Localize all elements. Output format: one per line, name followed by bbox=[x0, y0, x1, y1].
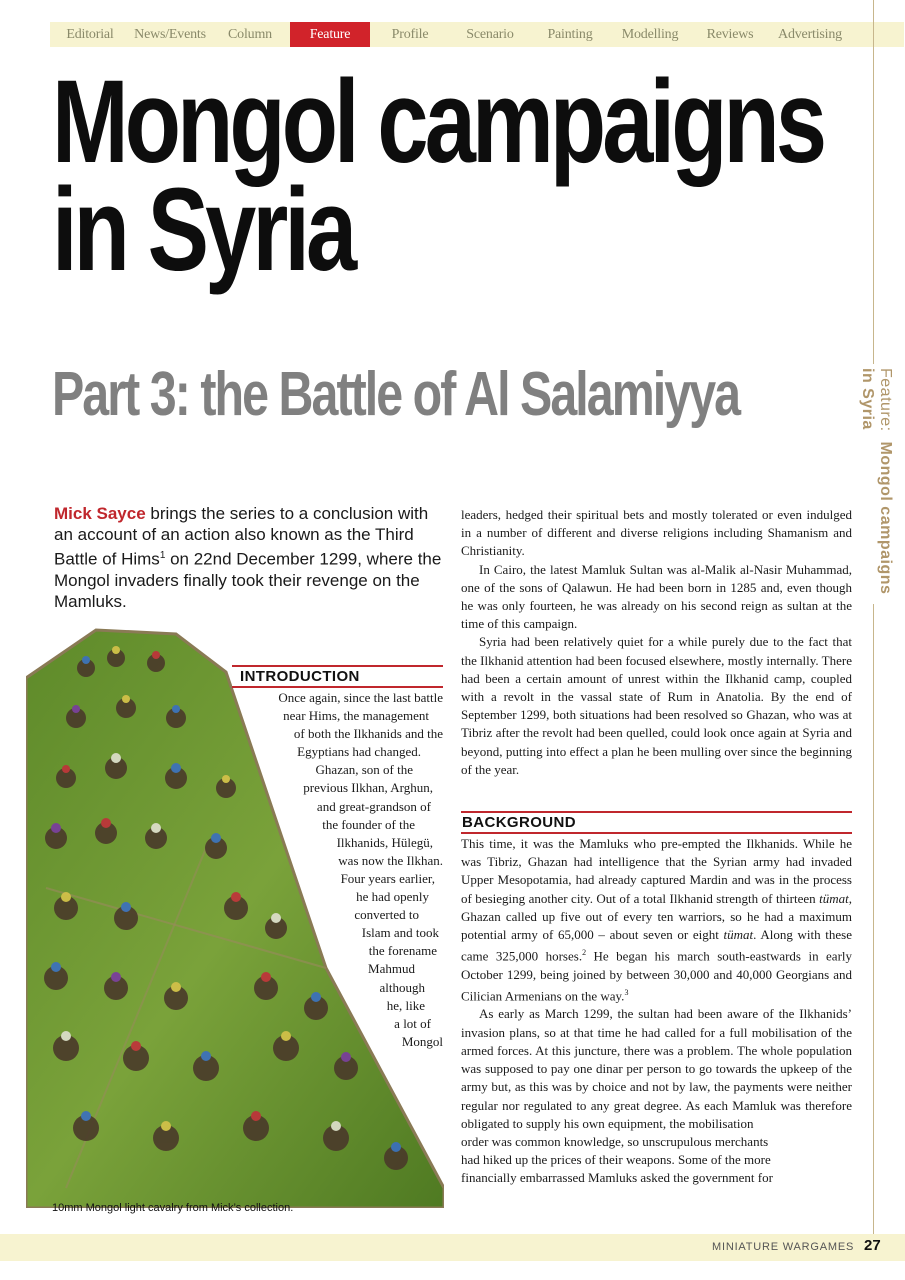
intro-line: Mongol bbox=[401, 1033, 443, 1049]
right-margin-rule bbox=[873, 0, 874, 1235]
intro-line: he had openly bbox=[356, 889, 429, 905]
paragraph: In Cairo, the latest Mamluk Sultan was al-Malik al-Nasir Muhammad, one of the sons of Qalawun. He had been born in 1285 and, even though he was only fourteen, he was already on his second reign as sultan at the time of this campaign. bbox=[461, 561, 852, 632]
introduction-text bbox=[232, 689, 443, 1051]
intro-line: Four years earlier, bbox=[340, 870, 435, 886]
intro-line: although bbox=[379, 979, 425, 995]
photo-caption: 10mm Mongol light cavalry from Mick’s collection. bbox=[52, 1202, 294, 1214]
intro-line: the forename bbox=[368, 943, 437, 959]
background-heading: BACKGROUND bbox=[461, 811, 852, 834]
intro-line: of both the Ilkhanids and the bbox=[293, 726, 443, 742]
nav-item-editorial[interactable]: Editorial bbox=[66, 27, 114, 42]
footnote-ref-3: 3 bbox=[624, 987, 629, 997]
standfirst-text-b: on 22nd December 1299, where the Mongol invaders finally took their revenge on the Mamluks. bbox=[54, 549, 442, 611]
magazine-name: MINIATURE WARGAMES bbox=[712, 1241, 855, 1253]
section-nav bbox=[50, 22, 904, 47]
paragraph: As early as March 1299, the sultan had been aware of the Ilkhanids’ invasion plans, so at that time he had called for a full mobilisation of the armed forces. At this juncture, there was a problem. The whole population was supposed to pay one dinar per person to go towards the upkeep of the army but, as this was by choice and not by law, the payments were neither regular nor regulated to any great degree. As each Mamluk was therefore obligated to supply his own equipment, the mobilisation bbox=[461, 1006, 852, 1131]
paragraph: This time, it was the Mamluks who pre-empted the Ilkhanids. While he was Tibriz, Ghazan had intelligence that the Syrian army had invaded Upper Mesopotamia, had already captured Mardin and was in the process of besieging another city. Out of a total Ilkhanid strength of thirteen tümat, Ghazan called up five out of every ten warriors, so he had a maximum potential army of 65,000 – about seven or eight tümat. Along with these came 325,000 horses.$^2$ He began his march south-eastwards in early October 1299, being joined by between 30,000 and 40,000 Georgians and Cilician Armenians on the way.$^3$ bbox=[461, 836, 853, 1004]
nav-item-feature[interactable]: Feature bbox=[290, 22, 370, 47]
footnote-ref-1: 1 bbox=[159, 550, 166, 561]
nav-item-advertising[interactable]: Advertising bbox=[778, 27, 842, 42]
intro-line: a lot of bbox=[394, 1015, 431, 1031]
intro-line: Islam and took bbox=[361, 925, 439, 941]
side-label: Feature: bbox=[877, 368, 894, 432]
intro-line: and great-grandson of bbox=[316, 798, 431, 814]
nav-item-news-events[interactable]: News/Events bbox=[134, 27, 206, 42]
nav-item-reviews[interactable]: Reviews bbox=[706, 27, 754, 42]
nav-item-scenario[interactable]: Scenario bbox=[466, 27, 514, 42]
intro-line: Once again, since the last battle bbox=[278, 690, 443, 705]
background-text bbox=[461, 835, 852, 1188]
paragraph: Syria had been relatively quiet for a while purely due to the fact that the Ilkhanid attention had been focused elsewhere, mostly internally. There had been a certain amount of unrest within the Ilkhanid camp, coupled with a revolt in the vassal state of Rum in Anatolia. By the end of September 1299, both situations had been resolved so Ghazan, who was at Tibriz after the revolt had been quelled, could look once again at Syria and beyond, putting into effect a plan he been mulling over since the beginning of the year. bbox=[461, 634, 852, 777]
intro-line: near Hims, the management bbox=[283, 708, 429, 724]
author-name: Mick Sayce bbox=[54, 504, 146, 523]
page-title bbox=[52, 56, 824, 296]
nav-item-modelling[interactable]: Modelling bbox=[621, 27, 679, 42]
side-running-head bbox=[859, 364, 894, 604]
introduction-heading: INTRODUCTION bbox=[232, 665, 443, 688]
title-line-1: Mongol campaigns bbox=[52, 56, 824, 188]
text-line: order was common knowledge, so unscrupulous merchants bbox=[461, 1133, 769, 1149]
intro-line: converted to bbox=[354, 907, 419, 923]
intro-line: Ilkhanids, Hülegü, bbox=[336, 834, 433, 850]
intro-line: was now the Ilkhan. bbox=[338, 852, 443, 868]
page-number: 27 bbox=[864, 1237, 881, 1254]
page-subtitle: Part 3: the Battle of Al Salamiyya bbox=[52, 360, 740, 429]
article-column bbox=[461, 506, 852, 779]
text-line: had hiked up the prices of their weapons. Some of the more bbox=[461, 1152, 771, 1168]
nav-item-profile[interactable]: Profile bbox=[391, 27, 429, 42]
intro-line: Mahmud bbox=[368, 961, 415, 977]
nav-item-column[interactable]: Column bbox=[228, 27, 272, 42]
paragraph: leaders, hedged their spiritual bets and mostly tolerated or even indulged in a number of different and diverse religions including Shamanism and Christianity. bbox=[461, 507, 852, 559]
standfirst bbox=[54, 503, 444, 612]
intro-line: he, like bbox=[386, 997, 425, 1013]
text-line: financially embarrassed Mamluks asked the government for bbox=[461, 1170, 773, 1186]
intro-line: previous Ilkhan, Arghun, bbox=[303, 780, 433, 796]
title-line-2: in Syria bbox=[52, 164, 354, 296]
intro-line: Egyptians had changed. bbox=[297, 744, 421, 760]
side-title: Mongol campaigns in Syria bbox=[859, 368, 894, 595]
footnote-ref-2: 2 bbox=[582, 948, 587, 958]
intro-line: the founder of the bbox=[322, 816, 415, 832]
nav-item-painting[interactable]: Painting bbox=[547, 27, 593, 42]
standfirst-text-a: brings the series to a conclusion with an account of an action also known as the Third Battle of Hims bbox=[54, 504, 429, 569]
intro-line: Ghazan, son of the bbox=[315, 762, 413, 778]
